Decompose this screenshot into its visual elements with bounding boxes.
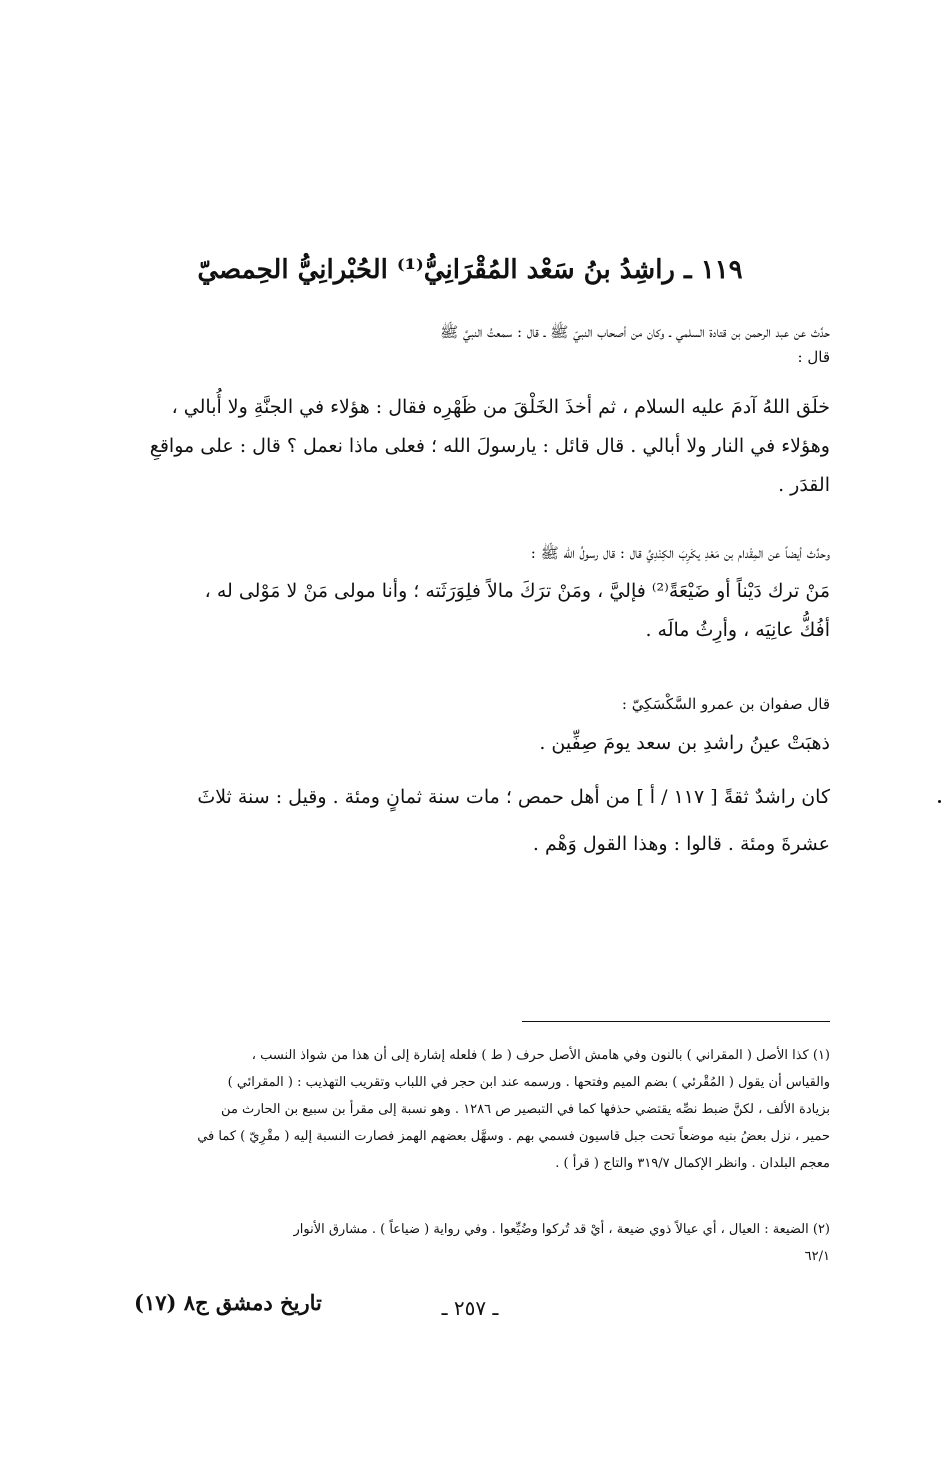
footnote-2 xyxy=(134,1216,830,1270)
book-volume-label: تاريخ دمشق ج٨ (١٧) xyxy=(134,1290,322,1315)
matn-line: مَنْ ترك دَيْناً أو ضَيْعَةً⁽²⁾ فإليَّ ، ومَنْ ترَكَ مالاً فلِوَرَثَته ؛ وأنا مولى مَنْ لا مَوْلى له ، xyxy=(204,580,830,602)
isnad-1 xyxy=(134,318,830,368)
matn-line: ذهبَتْ عينُ راشدِ بن سعد يومَ صِفِّين . xyxy=(539,732,830,754)
footnote-line: ٦٢/١ xyxy=(804,1249,830,1264)
isnad-line: وحدَّث أيضاً عن المِقْدام بن مَعْدِ يكَرِبَ الكِنْدِيِّ قال : قال رسولُ الله ﷺ : xyxy=(530,544,830,562)
scan-dot-mark xyxy=(938,800,941,803)
footnote-line: بزيادة الألف ، لكنَّ ضبط نصِّه يقتضي حذفها كما في التبصير ص ١٢٨٦ . وهو نسبة إلى مقرأ بن سبيع بن الحارث من xyxy=(221,1102,830,1117)
matn-line: عشرةَ ومئة . قالوا : وهذا القول وَهْم . xyxy=(532,833,830,855)
footnote-line: (١) كذا الأصل ( المقراني ) بالنون وفي هامش الأصل حرف ( ط ) فلعله إشارة إلى أن هذا من شواذ النسب ، xyxy=(251,1048,830,1063)
matn-1 xyxy=(134,388,830,505)
footnote-line: معجم البلدان . وانظر الإكمال ٣١٩/٧ والتاج ( قرأ ) . xyxy=(555,1156,830,1171)
page-number: ـ ٢٥٧ ـ xyxy=(441,1296,499,1320)
matn-4 xyxy=(134,778,830,864)
footnote-1 xyxy=(134,1042,830,1177)
footnote-line: (٢) الضيعة : العيال ، أي عيالاً ذوي ضيعة ، أيْ قد تُركوا وضُيِّعوا . وفي رواية ( ضياعاً ) . مشارق الأنوار xyxy=(293,1222,830,1237)
footnote-line: حمير ، نزل بعضُ بنيه موضعاً تحت جبل قاسيون فسمي بهم . وسهَّل بعضهم الهمز فصارت النسبة إليه ( مقْرِيّ ) كما في xyxy=(197,1129,830,1144)
matn-2 xyxy=(134,572,830,650)
entry-title: ١١٩ ـ راشِدُ بنُ سَعْد المُقْرَانِيُّ⁽¹⁾ الحُبْرانِيُّ الحِمصيّ xyxy=(197,255,743,285)
matn-line: أفُكُّ عانِيَه ، وأرِثُ مالَه . xyxy=(645,619,830,641)
footnote-line: والقياس أن يقول ( المُقْرئي ) بضم الميم وفتحها . ورسمه عند ابن حجر في اللباب وتقريب التهذيب : ( المقرائي ) xyxy=(227,1075,830,1090)
matn-line: كان راشدٌ ثقةً [ ١١٧ / أ ] من أهل حمص ؛ مات سنة ثمانٍ ومئة . وقيل : سنة ثلاثَ xyxy=(197,786,830,808)
matn-3 xyxy=(134,724,830,763)
isnad-line: قال صفوان بن عمرو السَّكْسَكِيّ : xyxy=(621,695,830,713)
isnad-3 xyxy=(134,690,830,718)
matn-line: القدَر . xyxy=(778,474,830,496)
isnad-line: قال : xyxy=(797,348,830,366)
matn-line: وهؤلاء في النار ولا أبالي . قال قائل : يارسولَ الله ؛ فعلى ماذا نعمل ؟ قال : على مواقعِ xyxy=(149,435,830,457)
footnote-divider xyxy=(522,1021,830,1022)
isnad-2 xyxy=(134,539,830,567)
matn-line: خلَق اللهُ آدمَ عليه السلام ، ثم أخذَ الخَلْقَ من ظَهْرِه فقال : هؤلاء في الجنَّةِ ولا أُبالي ، xyxy=(171,396,830,418)
isnad-line: حدَّث عن عبد الرحمن بن قتادة السلمي ـ وكان من أصحاب النبيّ ﷺ ـ قال : سمعتُ النبيَّ ﷺ xyxy=(440,323,830,341)
